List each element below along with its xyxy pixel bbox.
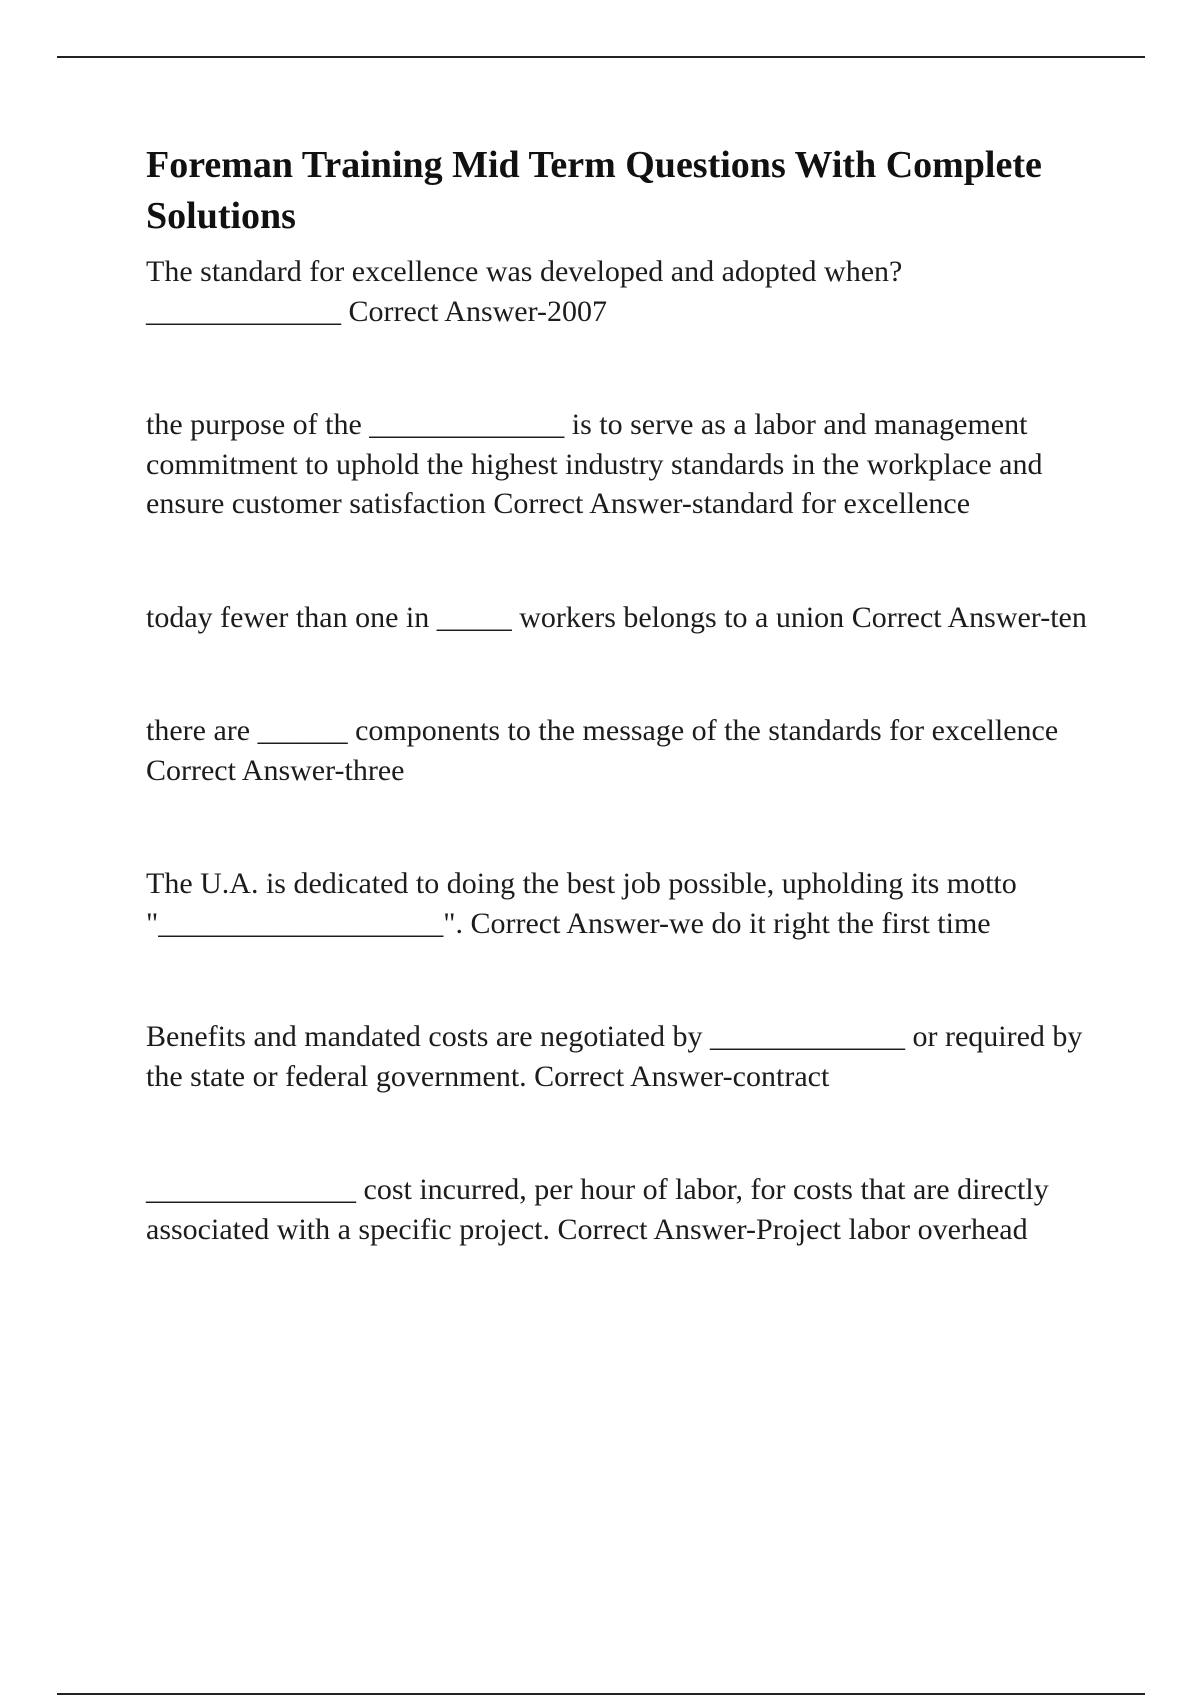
document-title: Foreman Training Mid Term Questions With Complete Solutions	[146, 144, 1042, 237]
answer-text: Correct Answer-Project labor overhead	[557, 1212, 1028, 1246]
document-body	[146, 140, 1096, 1323]
question-text: the purpose of the _____________ is to serve as a labor and management commitment to uphold the highest industry standards in the workplace and ensure customer satisfaction	[146, 408, 1050, 520]
question-text: there are ______ components to the message of the standards for excellence	[146, 714, 1059, 747]
answer-text: Correct Answer-ten	[851, 600, 1087, 634]
question-item	[146, 405, 1096, 524]
question-item	[146, 252, 1096, 331]
answer-text: Correct Answer-contract	[534, 1059, 830, 1093]
question-list	[146, 252, 1096, 1249]
answer-text: Correct Answer-three	[146, 753, 405, 787]
question-item	[146, 711, 1096, 790]
question-item	[146, 864, 1096, 943]
question-text: Benefits and mandated costs are negotiated by _____________ or required by the state or federal government.	[146, 1020, 1090, 1093]
question-text: The standard for excellence was developed and adopted when? _____________	[146, 255, 910, 328]
question-item	[146, 598, 1096, 638]
answer-text: Correct Answer-2007	[348, 294, 608, 328]
question-text: ______________ cost incurred, per hour of labor, for costs that are directly associated with a specific project.	[146, 1173, 1057, 1246]
question-item	[146, 1017, 1096, 1096]
question-text: The U.A. is dedicated to doing the best job possible, upholding its motto "___________________".	[146, 867, 1025, 940]
bottom-divider	[57, 1693, 1145, 1695]
top-divider	[57, 56, 1145, 58]
question-text: today fewer than one in _____ workers belongs to a union	[146, 600, 845, 634]
question-item	[146, 1170, 1096, 1249]
answer-text: Correct Answer-we do it right the first time	[470, 906, 991, 940]
answer-text: Correct Answer-standard for excellence	[493, 487, 971, 520]
